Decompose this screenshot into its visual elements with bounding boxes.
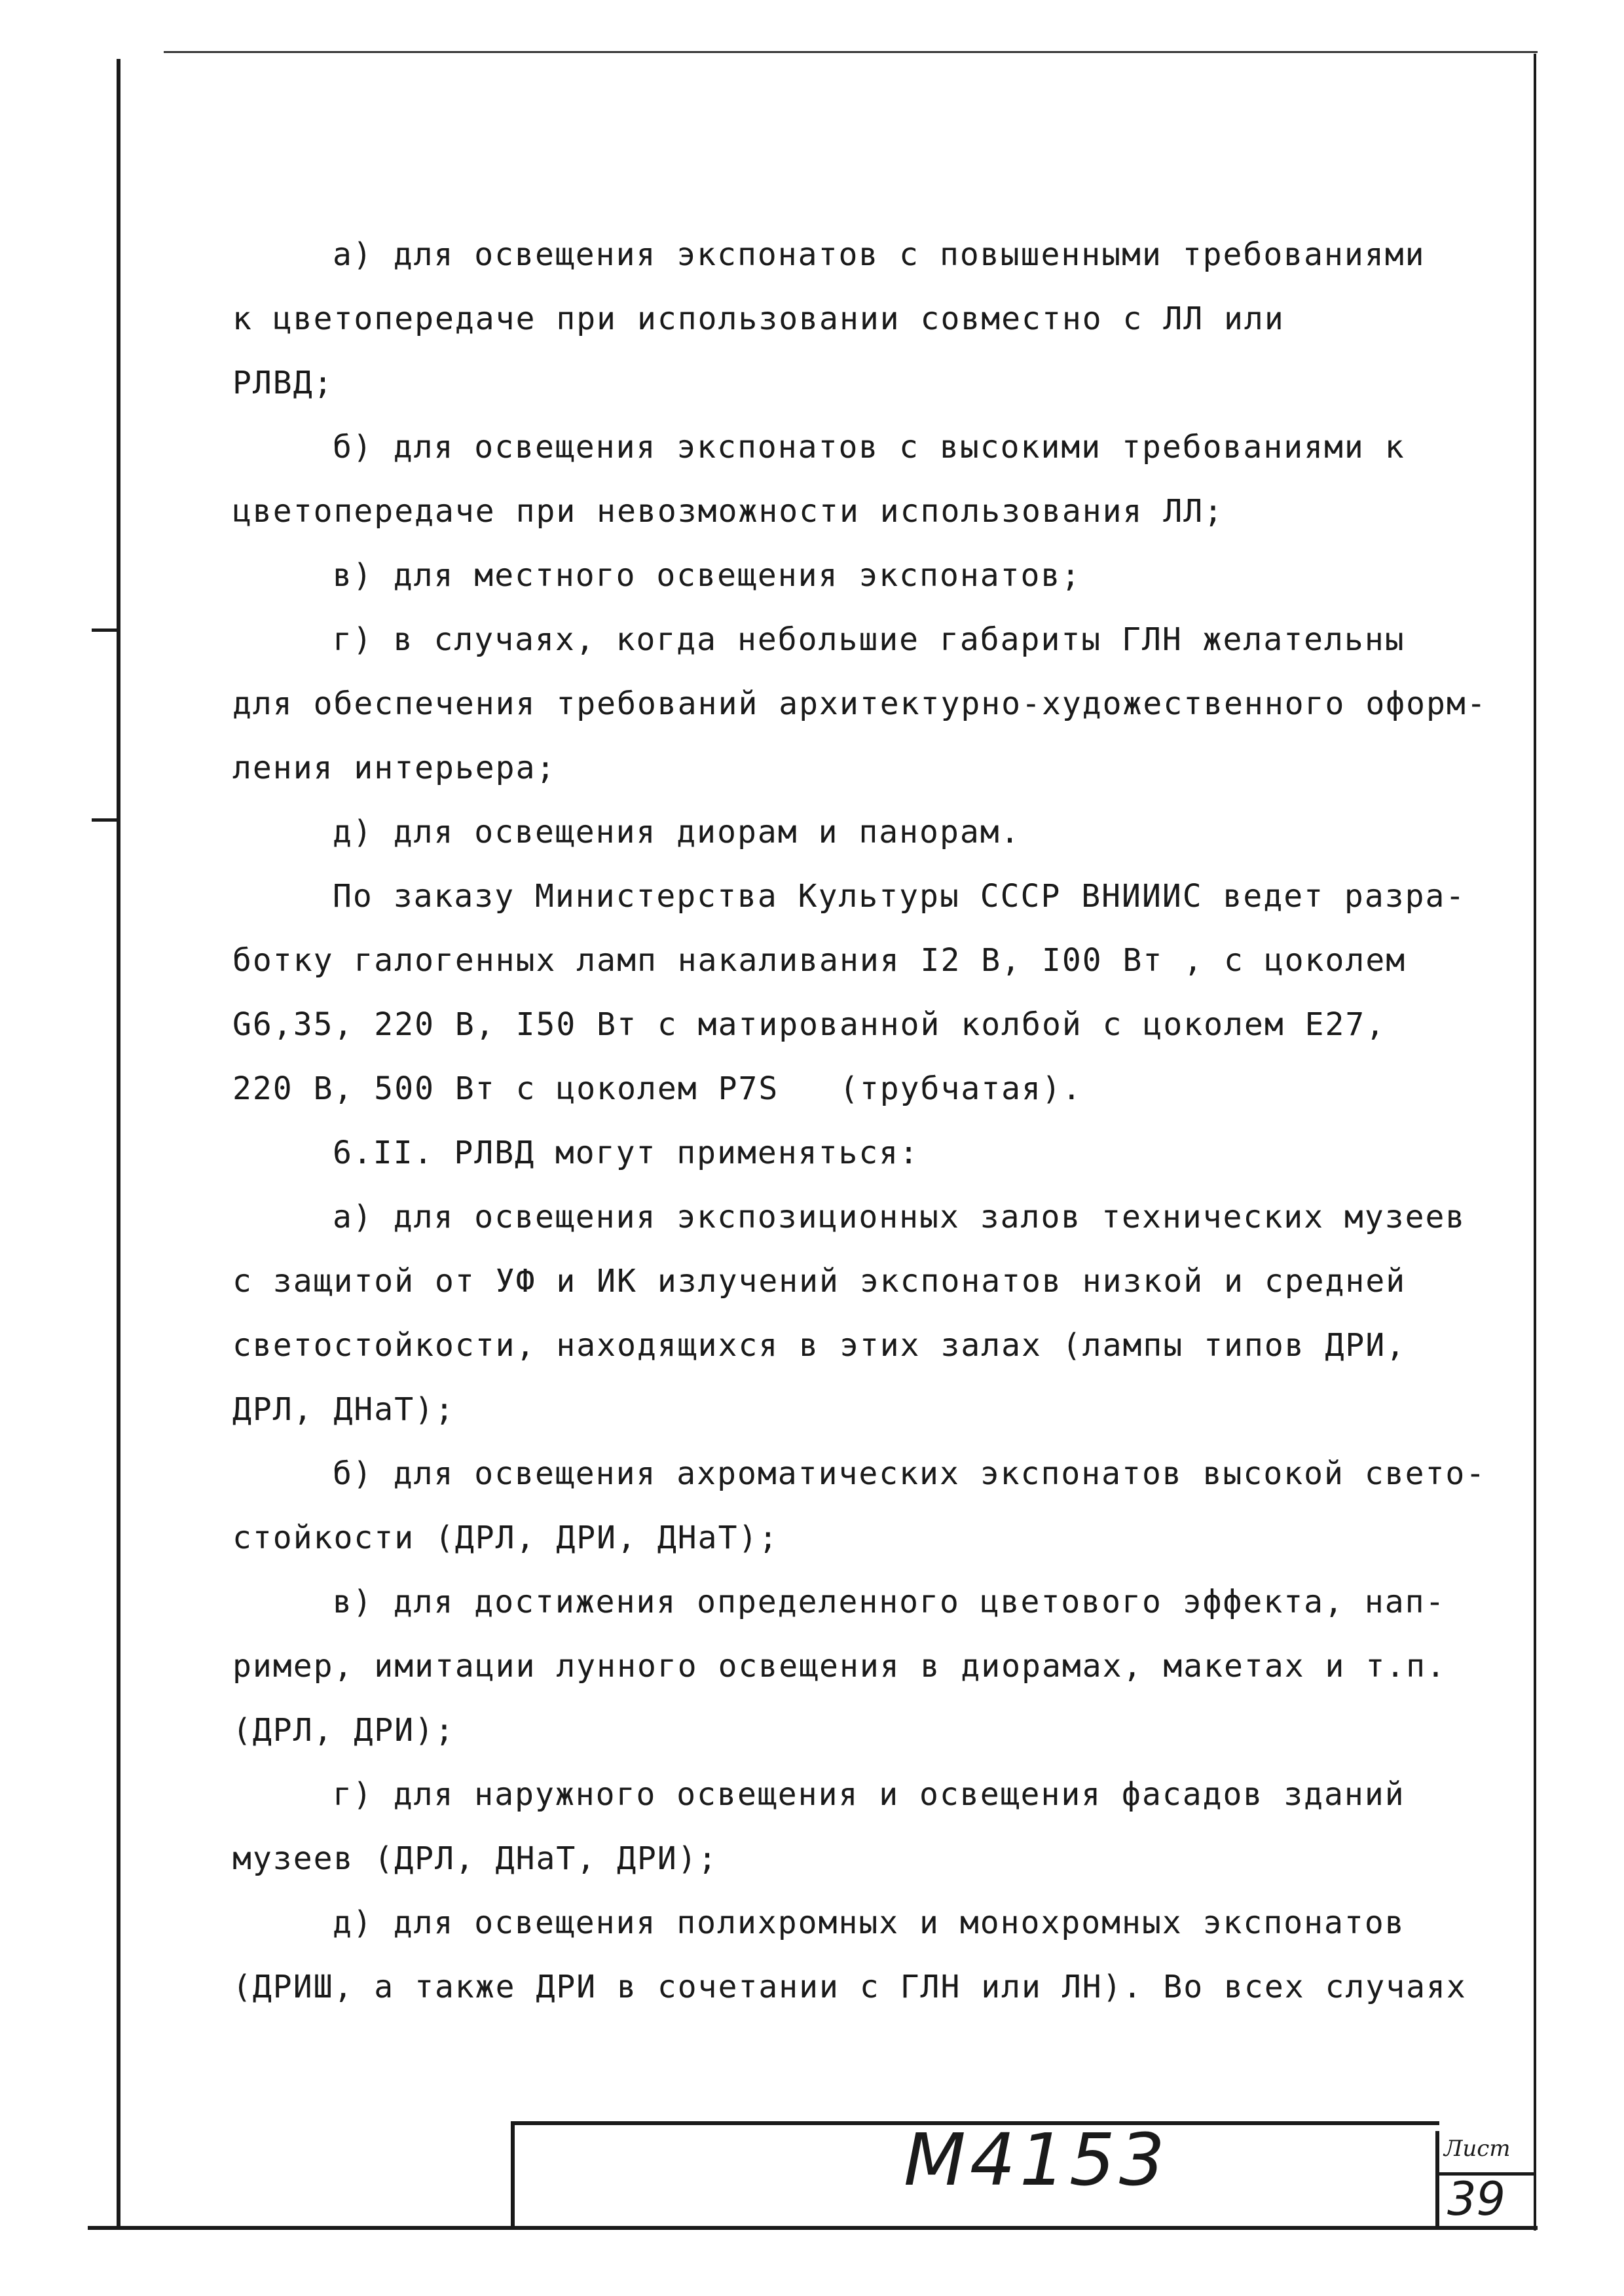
page-frame-top (164, 51, 1538, 53)
page-frame-left (117, 59, 120, 2229)
text-line: г) для наружного освещения и освещения фасадов зданий (333, 1776, 1405, 1813)
text-line: цветопередаче при невозможности использования ЛЛ; (232, 493, 1225, 530)
document-body (232, 223, 1516, 2019)
text-line: ДРЛ, ДНаТ); (232, 1391, 455, 1428)
text-line: 220 В, 500 Вт с цоколем Р7S (трубчатая). (232, 1070, 1082, 1107)
text-line: стойкости (ДРЛ, ДРИ, ДНаТ); (232, 1520, 779, 1556)
text-line: По заказу Министерства Культуры СССР ВНИИИС ведет разра- (333, 878, 1466, 915)
text-line: ления интерьера; (232, 750, 557, 786)
text-line: к цветопередаче при использовании совместно с ЛЛ или (232, 301, 1285, 337)
page-frame-right (1534, 54, 1536, 2231)
text-line: в) для местного освещения экспонатов; (333, 557, 1082, 594)
text-line: для обеспечения требований архитектурно-художественного оформ- (232, 685, 1487, 722)
text-line: (ДРЛ, ДРИ); (232, 1712, 455, 1749)
text-line: б) для освещения экспонатов с высокими требованиями к (333, 429, 1405, 465)
margin-tick (92, 629, 118, 632)
text-line: д) для освещения диорам и панорам. (333, 814, 1021, 850)
text-line: с защитой от УФ и ИК излучений экспонатов низкой и средней (232, 1263, 1407, 1300)
text-line: в) для достижения определенного цветового эффекта, нап- (333, 1584, 1446, 1620)
text-line: (ДРИШ, а также ДРИ в сочетании с ГЛН или ЛН). Во всех случаях (232, 1969, 1467, 2005)
text-line: музеев (ДРЛ, ДНаТ, ДРИ); (232, 1840, 718, 1877)
text-line: б) для освещения ахроматических экспонатов высокой свето- (333, 1455, 1486, 1492)
text-line: д) для освещения полихромных и монохромных экспонатов (333, 1904, 1405, 1941)
text-line: G6,35, 220 В, I50 Вт с матированной колбой с цоколем Е27, (232, 1006, 1386, 1043)
text-line: РЛВД; (232, 365, 334, 401)
text-line: г) в случаях, когда небольшие габариты ГЛН желательны (333, 621, 1405, 658)
text-line: ример, имитации лунного освещения в диорамах, макетах и т.п. (232, 1648, 1447, 1685)
sheet-number: 39 (1447, 2172, 1506, 2226)
text-line: светостойкости, находящихся в этих залах (лампы типов ДРИ, (232, 1327, 1407, 1364)
document-code: М4153 (904, 2118, 1169, 2202)
text-line: а) для освещения экспонатов с повышенными требованиями (333, 236, 1426, 273)
sheet-label: Лист (1444, 2136, 1511, 2162)
text-line: 6.II. РЛВД могут применяться: (333, 1135, 920, 1171)
text-line: ботку галогенных ламп накаливания I2 В, I00 Вт , с цоколем (232, 942, 1407, 979)
text-line: а) для освещения экспозиционных залов технических музеев (333, 1199, 1466, 1235)
margin-tick (92, 818, 118, 822)
